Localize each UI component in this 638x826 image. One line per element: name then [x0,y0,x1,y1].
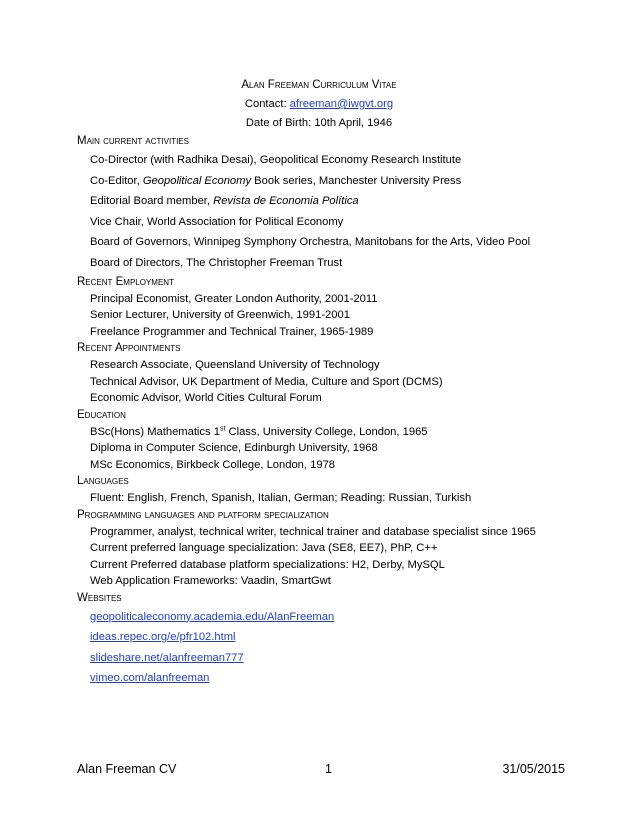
list-item: Fluent: English, French, Spanish, Italian, German; Reading: Russian, Turkish [90,492,472,505]
contact-line [0,95,638,114]
list-item: Principal Economist, Greater London Authority, 2001-2011 [90,292,378,305]
section-appointments [77,340,597,407]
list-item: Board of Directors, The Christopher Freeman Trust [90,256,343,269]
list-item: Current preferred language specialization: Java (SE8, EE7), PhP, C++ [90,542,438,555]
website-link-slideshare[interactable]: slideshare.net/alanfreeman777 [90,651,244,664]
list-item: MSc Economics, Birkbeck College, London, 1978 [90,458,336,471]
list-item: Senior Lecturer, University of Greenwich, 1991-2001 [90,309,350,322]
list-item [90,607,597,628]
section-title: Main current activities [77,135,189,147]
document-title: Alan Freeman Curriculum Vitae [241,79,397,91]
list-item: Co-Director (with Radhika Desai), Geopolitical Economy Research Institute [90,154,462,166]
section-programming [77,507,597,590]
list-item: Economic Advisor, World Cities Cultural Forum [90,392,322,405]
list-item: Vice Chair, World Association for Political Economy [90,215,344,228]
section-title: Recent Appointments [77,342,181,355]
journal-title: Revista de Economia Política [213,195,359,208]
list-item: Research Associate, Queensland University of Technology [90,359,380,372]
section-employment [77,274,597,341]
list-item [90,668,597,689]
list-item: Freelance Programmer and Technical Trainer, 1965-1989 [90,325,374,338]
list-item: Co-Editor, Geopolitical Economy Book series, Manchester University Press [90,174,462,187]
cv-sections [77,133,597,689]
list-item [90,648,597,669]
contact-email-link[interactable]: afreeman@iwgvt.org [289,98,394,110]
cv-header [0,76,638,133]
website-link-vimeo[interactable]: vimeo.com/alanfreeman [90,672,210,685]
section-title: Websites [77,591,122,604]
footer-left: Alan Freeman CV [77,762,177,776]
section-title: Education [77,408,126,421]
list-item: Diploma in Computer Science, Edinburgh University, 1968 [90,442,378,455]
list-item: Web Application Frameworks: Vaadin, SmartGwt [90,575,331,588]
website-link-repec[interactable]: ideas.repec.org/e/pfr102.html [90,631,236,644]
section-languages [77,473,597,507]
footer-date: 31/05/2015 [502,762,565,776]
list-item: Technical Advisor, UK Department of Media, Culture and Sport (DCMS) [90,375,443,388]
section-title: Programming languages and platform specialization [77,508,329,521]
page-number: 1 [325,762,332,776]
section-main-activities [77,133,597,274]
date-of-birth: Date of Birth: 10th April, 1946 [245,117,393,129]
website-link-academia[interactable]: geopoliticaleconomy.academia.edu/AlanFreeman [90,610,335,623]
list-item: Board of Governors, Winnipeg Symphony Orchestra, Manitobans for the Arts, Video Pool [90,236,531,249]
section-websites [77,590,597,689]
list-item: Editorial Board member, Revista de Economia Política [90,195,359,208]
contact-label: Contact: [244,98,290,110]
section-education [77,407,597,474]
list-item: BSc(Hons) Mathematics 1st Class, University College, London, 1965 [90,424,428,438]
section-title: Languages [77,475,129,488]
list-item: Current Preferred database platform specializations: H2, Derby, MySQL [90,558,445,571]
book-series-title: Geopolitical Economy [142,174,252,187]
list-item [90,627,597,648]
list-item: Programmer, analyst, technical writer, technical trainer and database specialist since 1965 [90,525,536,538]
section-title: Recent Employment [77,275,174,288]
page-footer [77,762,565,778]
